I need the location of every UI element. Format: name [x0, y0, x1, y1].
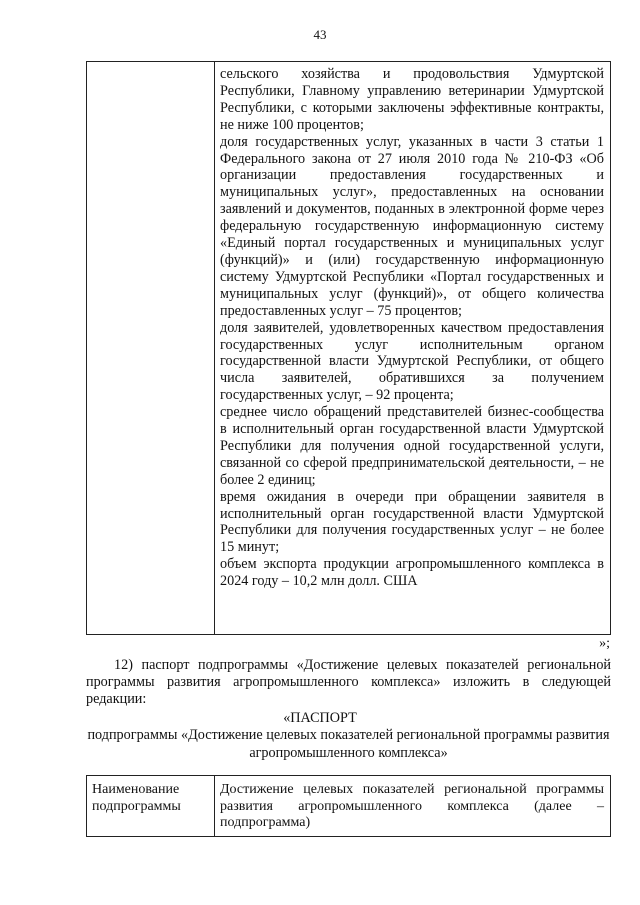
page-number: 43	[313, 27, 327, 42]
passport-subtitle: подпрограммы «Достижение целевых показателей региональной программы развития агропромышленного комплекса»	[87, 727, 610, 761]
table-row	[87, 62, 611, 635]
passport-title: «ПАСПОРТ	[283, 710, 357, 726]
indicator-paragraph: доля государственных услуг, указанных в части 3 статьи 1 Федерального закона от 27 июля 2010 года № 210-ФЗ «Об организации предоставления государственных и муниципальных услуг», предоставленных на основании заявлений и документов, поданных в электронной форме через федеральную государственную информационную систему «Единый портал государственных и муниципальных услуг (функций)» и (или) государственную информационную систему Удмуртской Республики «Портал государственных и муниципальных услуг (функций)», от общего количества предоставленных услуг – 75 процентов;	[220, 133, 604, 319]
amendment-item-12: 12) паспорт подпрограммы «Достижение целевых показателей региональной программы развития агропромышленного комплекса» изложить в следующей редакции:	[86, 657, 611, 708]
indicator-paragraph: объем экспорта продукции агропромышленного комплекса в 2024 году – 10,2 млн долл. США	[220, 556, 604, 590]
indicator-paragraph: среднее число обращений представителей бизнес-сообщества в исполнительный орган государственной власти Удмуртской Республики для получения одной государственной услуги, связанной со сферой предпринимательской деятельности, – не более 2 единиц;	[220, 404, 604, 488]
row-value: Достижение целевых показателей региональной программы развития агропромышленного комплекса (далее – подпрограмма)	[215, 776, 611, 837]
indicator-paragraph: сельского хозяйства и продовольствия Удмуртской Республики, Главному управлению ветеринарии Удмуртской Республики, с которыми заключены эффективные контракты, не ниже 100 процентов;	[220, 66, 604, 133]
indicator-paragraph: время ожидания в очереди при обращении заявителя в исполнительный орган государственной власти Удмуртской Республики для получения государственных услуг – не более 15 минут;	[220, 488, 604, 556]
passport-table	[86, 775, 611, 837]
closing-quote-mark: »;	[599, 636, 610, 651]
continued-indicators-table	[86, 61, 611, 635]
table-row	[87, 776, 611, 837]
empty-label-cell	[87, 62, 215, 635]
row-label: Наименование подпрограммы	[87, 776, 215, 837]
indicators-cell	[215, 62, 611, 635]
indicator-paragraph: доля заявителей, удовлетворенных качеством предоставления государственных услуг исполнительным органом государственной власти Удмуртской Республики, от общего числа заявителей, обратившихся за получением государственных услуг, – 92 процента;	[220, 319, 604, 404]
